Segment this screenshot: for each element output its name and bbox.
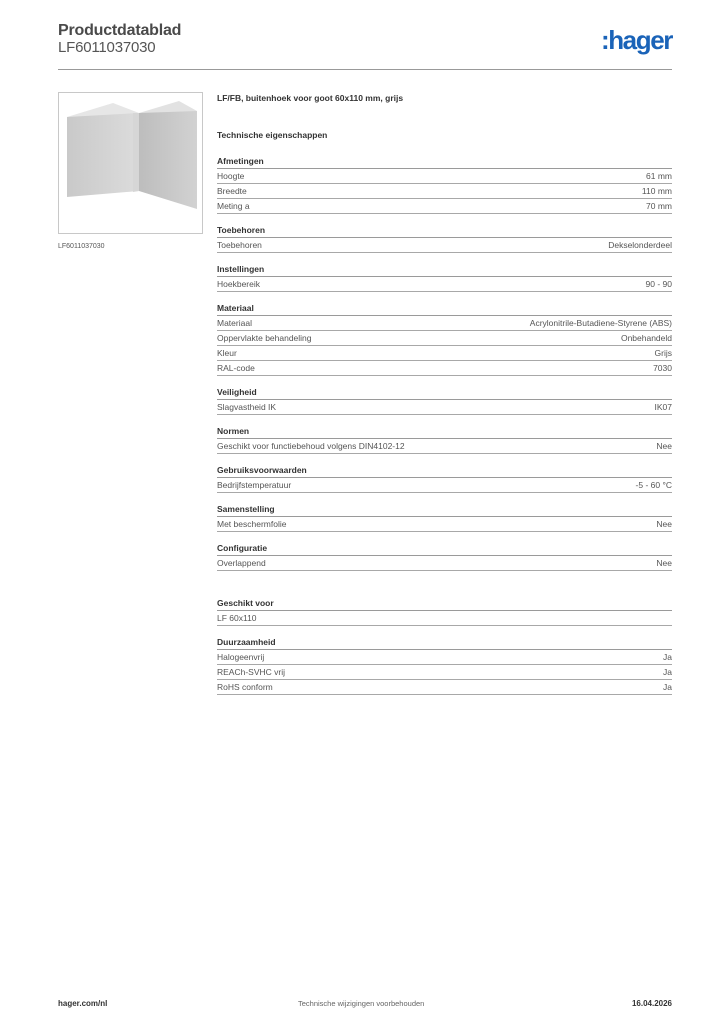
spec-row [217, 331, 672, 346]
spec-value: 70 mm [646, 201, 672, 211]
spec-row [217, 184, 672, 199]
spec-label: Toebehoren [217, 240, 262, 250]
section-toebehoren [217, 224, 672, 253]
section-title: Duurzaamheid [217, 636, 672, 650]
document-title: Productdatablad [58, 22, 182, 39]
section-title: Gebruiksvoorwaarden [217, 464, 672, 478]
outer-corner-illustration [59, 93, 202, 233]
spec-row [217, 238, 672, 253]
spec-label: Breedte [217, 186, 247, 196]
spec-label: REACh-SVHC vrij [217, 667, 286, 677]
section-gebruiksvoorwaarden [217, 464, 672, 493]
spec-row [217, 611, 672, 626]
section-title: Afmetingen [217, 155, 672, 169]
product-image [58, 92, 203, 234]
spec-value: Dekselonderdeel [608, 240, 672, 250]
section-afmetingen [217, 155, 672, 214]
spec-row [217, 478, 672, 493]
spec-label: Overlappend [217, 558, 266, 568]
section-title: Configuratie [217, 542, 672, 556]
spec-value: 90 - 90 [645, 279, 672, 289]
section-title: Toebehoren [217, 224, 672, 238]
spec-label: RAL-code [217, 363, 255, 373]
spec-row [217, 361, 672, 376]
section-title: Geschikt voor [217, 597, 672, 611]
spec-label: Hoekbereik [217, 279, 260, 289]
section-veiligheid [217, 386, 672, 415]
section-materiaal [217, 302, 672, 376]
spec-value: 7030 [653, 363, 672, 373]
footer-date: 16.04.2026 [631, 999, 672, 1008]
spec-value: Onbehandeld [620, 333, 672, 343]
spec-label: Materiaal [217, 318, 252, 328]
section-duurzaamheid [217, 636, 672, 695]
spec-row [217, 400, 672, 415]
section-title: Samenstelling [217, 503, 672, 517]
section-samenstelling [217, 503, 672, 532]
section-title: Instellingen [217, 263, 672, 277]
spec-value: Nee [656, 558, 672, 568]
spec-row [217, 316, 672, 331]
footer-disclaimer: Technische wijzigingen voorbehouden [298, 999, 425, 1008]
spec-row [217, 346, 672, 361]
spec-label: Oppervlakte behandeling [217, 333, 312, 343]
section-configuratie [217, 542, 672, 571]
image-caption: LF6011037030 [58, 243, 105, 250]
section-title: Materiaal [217, 302, 672, 316]
spec-value: Grijs [654, 348, 672, 358]
spec-label: Hoogte [217, 171, 245, 181]
spec-label: Kleur [217, 348, 237, 358]
spec-value: Ja [663, 667, 672, 677]
spec-row [217, 556, 672, 571]
product-description: LF/FB, buitenhoek voor goot 60x110 mm, grijs [217, 93, 404, 103]
spec-row [217, 665, 672, 680]
spec-row [217, 517, 672, 532]
spec-label: Meting a [217, 201, 250, 211]
spec-value: 110 mm [641, 186, 672, 196]
spec-row [217, 169, 672, 184]
spec-label: LF 60x110 [217, 613, 257, 623]
section-normen [217, 425, 672, 454]
spec-row [217, 439, 672, 454]
hager-logo: :hager [600, 25, 672, 55]
technical-properties-heading: Technische eigenschappen [217, 130, 328, 140]
product-code: LF6011037030 [58, 39, 156, 56]
header-divider [58, 69, 672, 70]
footer-website-link[interactable]: hager.com/nl [58, 999, 108, 1008]
spec-value: IK07 [654, 402, 672, 412]
spec-value: -5 - 60 °C [635, 480, 672, 490]
spec-row [217, 199, 672, 214]
spec-value: Acrylonitrile-Butadiene-Styrene (ABS) [529, 318, 672, 328]
spec-row [217, 277, 672, 292]
spec-label: Bedrijfstemperatuur [217, 480, 292, 490]
spec-label: Halogeenvrij [217, 652, 265, 662]
spec-row [217, 680, 672, 695]
section-geschikt-voor [217, 597, 672, 626]
spec-label: Slagvastheid IK [217, 402, 277, 412]
spec-label: RoHS conform [217, 682, 273, 692]
spec-value: 61 mm [646, 171, 672, 181]
spec-label: Met beschermfolie [217, 519, 287, 529]
spec-row [217, 650, 672, 665]
spec-value: Nee [656, 519, 672, 529]
spec-value: Nee [656, 441, 672, 451]
section-instellingen [217, 263, 672, 292]
section-title: Veiligheid [217, 386, 672, 400]
spec-content [217, 93, 672, 705]
spec-value: Ja [663, 682, 672, 692]
spec-label: Geschikt voor functiebehoud volgens DIN4102-12 [217, 441, 405, 451]
spec-value: Ja [663, 652, 672, 662]
section-title: Normen [217, 425, 672, 439]
